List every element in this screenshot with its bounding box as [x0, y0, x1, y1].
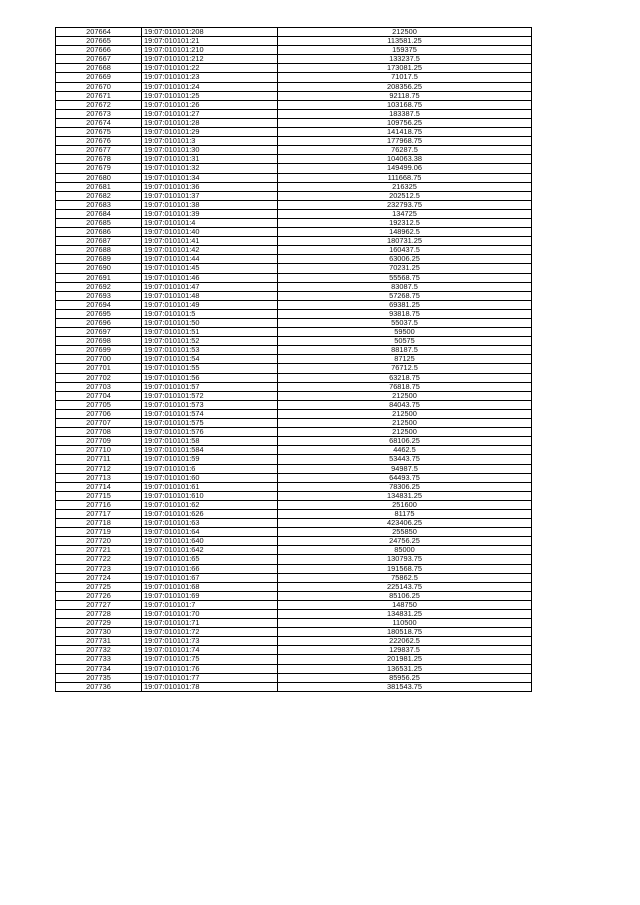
- table-row: [56, 237, 532, 246]
- amount-cell: 202512.5: [278, 191, 532, 200]
- table-row: [56, 73, 532, 82]
- row-id-cell: 207696: [56, 319, 142, 328]
- row-id-cell: 207670: [56, 82, 142, 91]
- amount-cell: 64493.75: [278, 473, 532, 482]
- row-id-cell: 207672: [56, 100, 142, 109]
- row-id-cell: 207736: [56, 682, 142, 691]
- amount-cell: 63218.75: [278, 373, 532, 382]
- cadastral-number-cell: 19:07:010101:75: [142, 655, 278, 664]
- cadastral-number-cell: 19:07:010101:30: [142, 146, 278, 155]
- row-id-cell: 207717: [56, 509, 142, 518]
- row-id-cell: 207697: [56, 328, 142, 337]
- table-row: [56, 610, 532, 619]
- amount-cell: 212500: [278, 409, 532, 418]
- table-row: [56, 419, 532, 428]
- cadastral-number-cell: 19:07:010101:71: [142, 619, 278, 628]
- row-id-cell: 207676: [56, 137, 142, 146]
- cadastral-number-cell: 19:07:010101:67: [142, 573, 278, 582]
- cadastral-number-cell: 19:07:010101:584: [142, 446, 278, 455]
- table-row: [56, 464, 532, 473]
- cadastral-number-cell: 19:07:010101:642: [142, 546, 278, 555]
- amount-cell: 180731.25: [278, 237, 532, 246]
- amount-cell: 110500: [278, 619, 532, 628]
- cadastral-number-cell: 19:07:010101:68: [142, 582, 278, 591]
- amount-cell: 53443.75: [278, 455, 532, 464]
- amount-cell: 191568.75: [278, 564, 532, 573]
- row-id-cell: 207671: [56, 91, 142, 100]
- amount-cell: 201981.25: [278, 655, 532, 664]
- cadastral-number-cell: 19:07:010101:24: [142, 82, 278, 91]
- cadastral-number-cell: 19:07:010101:39: [142, 209, 278, 218]
- cadastral-number-cell: 19:07:010101:28: [142, 118, 278, 127]
- row-id-cell: 207691: [56, 273, 142, 282]
- cadastral-number-cell: 19:07:010101:70: [142, 610, 278, 619]
- table-row: [56, 28, 532, 37]
- table-row: [56, 82, 532, 91]
- amount-cell: 83087.5: [278, 282, 532, 291]
- cadastral-number-cell: 19:07:010101:58: [142, 437, 278, 446]
- amount-cell: 159375: [278, 46, 532, 55]
- cadastral-number-cell: 19:07:010101:65: [142, 555, 278, 564]
- table-body: [56, 28, 532, 692]
- cadastral-number-cell: 19:07:010101:574: [142, 409, 278, 418]
- table-row: [56, 682, 532, 691]
- cadastral-number-cell: 19:07:010101:31: [142, 155, 278, 164]
- amount-cell: 134831.25: [278, 491, 532, 500]
- table-row: [56, 437, 532, 446]
- table-row: [56, 519, 532, 528]
- cadastral-number-cell: 19:07:010101:64: [142, 528, 278, 537]
- row-id-cell: 207664: [56, 28, 142, 37]
- cadastral-number-cell: 19:07:010101:26: [142, 100, 278, 109]
- amount-cell: 75862.5: [278, 573, 532, 582]
- amount-cell: 136531.25: [278, 664, 532, 673]
- row-id-cell: 207689: [56, 255, 142, 264]
- table-row: [56, 182, 532, 191]
- row-id-cell: 207721: [56, 546, 142, 555]
- amount-cell: 69381.25: [278, 300, 532, 309]
- cadastral-number-cell: 19:07:010101:21: [142, 37, 278, 46]
- cadastral-number-cell: 19:07:010101:41: [142, 237, 278, 246]
- row-id-cell: 207704: [56, 391, 142, 400]
- table-row: [56, 255, 532, 264]
- table-row: [56, 455, 532, 464]
- cadastral-number-cell: 19:07:010101:62: [142, 500, 278, 509]
- row-id-cell: 207695: [56, 309, 142, 318]
- cadastral-number-cell: 19:07:010101:74: [142, 646, 278, 655]
- row-id-cell: 207718: [56, 519, 142, 528]
- cadastral-number-cell: 19:07:010101:210: [142, 46, 278, 55]
- cadastral-number-cell: 19:07:010101:40: [142, 228, 278, 237]
- cadastral-number-cell: 19:07:010101:61: [142, 482, 278, 491]
- row-id-cell: 207722: [56, 555, 142, 564]
- table-row: [56, 273, 532, 282]
- cadastral-number-cell: 19:07:010101:208: [142, 28, 278, 37]
- amount-cell: 103168.75: [278, 100, 532, 109]
- cadastral-number-cell: 19:07:010101:57: [142, 382, 278, 391]
- cadastral-number-cell: 19:07:010101:572: [142, 391, 278, 400]
- cadastral-number-cell: 19:07:010101:23: [142, 73, 278, 82]
- table-row: [56, 109, 532, 118]
- amount-cell: 87125: [278, 355, 532, 364]
- cadastral-number-cell: 19:07:010101:212: [142, 55, 278, 64]
- amount-cell: 148962.5: [278, 228, 532, 237]
- cadastral-number-cell: 19:07:010101:53: [142, 346, 278, 355]
- row-id-cell: 207709: [56, 437, 142, 446]
- amount-cell: 129837.5: [278, 646, 532, 655]
- cadastral-number-cell: 19:07:010101:25: [142, 91, 278, 100]
- cadastral-number-cell: 19:07:010101:76: [142, 664, 278, 673]
- cadastral-number-cell: 19:07:010101:73: [142, 637, 278, 646]
- amount-cell: 225143.75: [278, 582, 532, 591]
- cadastral-number-cell: 19:07:010101:69: [142, 591, 278, 600]
- cadastral-number-cell: 19:07:010101:27: [142, 109, 278, 118]
- cadastral-number-cell: 19:07:010101:59: [142, 455, 278, 464]
- amount-cell: 423406.25: [278, 519, 532, 528]
- cadastral-number-cell: 19:07:010101:45: [142, 264, 278, 273]
- table-row: [56, 300, 532, 309]
- cadastral-number-cell: 19:07:010101:34: [142, 173, 278, 182]
- table-row: [56, 46, 532, 55]
- data-table: [55, 27, 532, 692]
- cadastral-number-cell: 19:07:010101:77: [142, 673, 278, 682]
- table-row: [56, 228, 532, 237]
- amount-cell: 212500: [278, 419, 532, 428]
- row-id-cell: 207707: [56, 419, 142, 428]
- amount-cell: 70231.25: [278, 264, 532, 273]
- cadastral-number-cell: 19:07:010101:576: [142, 428, 278, 437]
- row-id-cell: 207680: [56, 173, 142, 182]
- amount-cell: 81175: [278, 509, 532, 518]
- table-row: [56, 128, 532, 137]
- row-id-cell: 207713: [56, 473, 142, 482]
- amount-cell: 183387.5: [278, 109, 532, 118]
- table-row: [56, 537, 532, 546]
- amount-cell: 141418.75: [278, 128, 532, 137]
- table-row: [56, 673, 532, 682]
- cadastral-number-cell: 19:07:010101:4: [142, 218, 278, 227]
- table-row: [56, 191, 532, 200]
- row-id-cell: 207681: [56, 182, 142, 191]
- cadastral-number-cell: 19:07:010101:626: [142, 509, 278, 518]
- row-id-cell: 207714: [56, 482, 142, 491]
- row-id-cell: 207729: [56, 619, 142, 628]
- row-id-cell: 207723: [56, 564, 142, 573]
- cadastral-number-cell: 19:07:010101:48: [142, 291, 278, 300]
- table-row: [56, 173, 532, 182]
- table-row: [56, 428, 532, 437]
- table-row: [56, 155, 532, 164]
- table-row: [56, 637, 532, 646]
- table-row: [56, 600, 532, 609]
- row-id-cell: 207701: [56, 364, 142, 373]
- row-id-cell: 207694: [56, 300, 142, 309]
- amount-cell: 149499.06: [278, 164, 532, 173]
- table-row: [56, 373, 532, 382]
- amount-cell: 216325: [278, 182, 532, 191]
- table-row: [56, 546, 532, 555]
- table-row: [56, 655, 532, 664]
- table-row: [56, 264, 532, 273]
- row-id-cell: 207693: [56, 291, 142, 300]
- table-row: [56, 164, 532, 173]
- cadastral-number-cell: 19:07:010101:66: [142, 564, 278, 573]
- table-row: [56, 446, 532, 455]
- table-row: [56, 491, 532, 500]
- table-row: [56, 591, 532, 600]
- cadastral-number-cell: 19:07:010101:640: [142, 537, 278, 546]
- table-row: [56, 64, 532, 73]
- amount-cell: 63006.25: [278, 255, 532, 264]
- amount-cell: 68106.25: [278, 437, 532, 446]
- row-id-cell: 207730: [56, 628, 142, 637]
- row-id-cell: 207727: [56, 600, 142, 609]
- row-id-cell: 207667: [56, 55, 142, 64]
- row-id-cell: 207702: [56, 373, 142, 382]
- amount-cell: 76712.5: [278, 364, 532, 373]
- row-id-cell: 207712: [56, 464, 142, 473]
- table-row: [56, 509, 532, 518]
- cadastral-number-cell: 19:07:010101:5: [142, 309, 278, 318]
- row-id-cell: 207726: [56, 591, 142, 600]
- table-row: [56, 137, 532, 146]
- amount-cell: 251600: [278, 500, 532, 509]
- table-row: [56, 573, 532, 582]
- row-id-cell: 207724: [56, 573, 142, 582]
- cadastral-number-cell: 19:07:010101:52: [142, 337, 278, 346]
- table-row: [56, 409, 532, 418]
- cadastral-number-cell: 19:07:010101:56: [142, 373, 278, 382]
- row-id-cell: 207679: [56, 164, 142, 173]
- cadastral-number-cell: 19:07:010101:78: [142, 682, 278, 691]
- row-id-cell: 207731: [56, 637, 142, 646]
- table-row: [56, 246, 532, 255]
- amount-cell: 24756.25: [278, 537, 532, 546]
- amount-cell: 85956.25: [278, 673, 532, 682]
- cadastral-number-cell: 19:07:010101:36: [142, 182, 278, 191]
- table-row: [56, 55, 532, 64]
- row-id-cell: 207687: [56, 237, 142, 246]
- amount-cell: 255850: [278, 528, 532, 537]
- row-id-cell: 207705: [56, 400, 142, 409]
- amount-cell: 177968.75: [278, 137, 532, 146]
- row-id-cell: 207699: [56, 346, 142, 355]
- row-id-cell: 207732: [56, 646, 142, 655]
- row-id-cell: 207683: [56, 200, 142, 209]
- cadastral-number-cell: 19:07:010101:49: [142, 300, 278, 309]
- cadastral-number-cell: 19:07:010101:63: [142, 519, 278, 528]
- amount-cell: 173081.25: [278, 64, 532, 73]
- cadastral-number-cell: 19:07:010101:51: [142, 328, 278, 337]
- row-id-cell: 207673: [56, 109, 142, 118]
- row-id-cell: 207725: [56, 582, 142, 591]
- row-id-cell: 207690: [56, 264, 142, 273]
- row-id-cell: 207700: [56, 355, 142, 364]
- row-id-cell: 207669: [56, 73, 142, 82]
- amount-cell: 134725: [278, 209, 532, 218]
- cadastral-number-cell: 19:07:010101:610: [142, 491, 278, 500]
- row-id-cell: 207685: [56, 218, 142, 227]
- table-row: [56, 218, 532, 227]
- table-row: [56, 282, 532, 291]
- amount-cell: 381543.75: [278, 682, 532, 691]
- table-row: [56, 555, 532, 564]
- amount-cell: 94987.5: [278, 464, 532, 473]
- row-id-cell: 207666: [56, 46, 142, 55]
- cadastral-number-cell: 19:07:010101:60: [142, 473, 278, 482]
- table-row: [56, 346, 532, 355]
- cadastral-number-cell: 19:07:010101:44: [142, 255, 278, 264]
- table-row: [56, 37, 532, 46]
- cadastral-number-cell: 19:07:010101:6: [142, 464, 278, 473]
- amount-cell: 212500: [278, 391, 532, 400]
- amount-cell: 104063.38: [278, 155, 532, 164]
- table-row: [56, 582, 532, 591]
- amount-cell: 76818.75: [278, 382, 532, 391]
- row-id-cell: 207665: [56, 37, 142, 46]
- amount-cell: 160437.5: [278, 246, 532, 255]
- table-row: [56, 528, 532, 537]
- cadastral-number-cell: 19:07:010101:22: [142, 64, 278, 73]
- amount-cell: 134831.25: [278, 610, 532, 619]
- amount-cell: 55037.5: [278, 319, 532, 328]
- row-id-cell: 207706: [56, 409, 142, 418]
- amount-cell: 133237.5: [278, 55, 532, 64]
- table-row: [56, 200, 532, 209]
- table-row: [56, 473, 532, 482]
- amount-cell: 212500: [278, 428, 532, 437]
- amount-cell: 92118.75: [278, 91, 532, 100]
- cadastral-number-cell: 19:07:010101:575: [142, 419, 278, 428]
- amount-cell: 93818.75: [278, 309, 532, 318]
- cadastral-number-cell: 19:07:010101:38: [142, 200, 278, 209]
- row-id-cell: 207678: [56, 155, 142, 164]
- amount-cell: 111668.75: [278, 173, 532, 182]
- row-id-cell: 207692: [56, 282, 142, 291]
- row-id-cell: 207703: [56, 382, 142, 391]
- amount-cell: 57268.75: [278, 291, 532, 300]
- cadastral-number-cell: 19:07:010101:37: [142, 191, 278, 200]
- amount-cell: 232793.75: [278, 200, 532, 209]
- cadastral-number-cell: 19:07:010101:42: [142, 246, 278, 255]
- row-id-cell: 207675: [56, 128, 142, 137]
- amount-cell: 78306.25: [278, 482, 532, 491]
- row-id-cell: 207698: [56, 337, 142, 346]
- amount-cell: 88187.5: [278, 346, 532, 355]
- row-id-cell: 207734: [56, 664, 142, 673]
- table-row: [56, 364, 532, 373]
- amount-cell: 113581.25: [278, 37, 532, 46]
- row-id-cell: 207686: [56, 228, 142, 237]
- row-id-cell: 207684: [56, 209, 142, 218]
- amount-cell: 4462.5: [278, 446, 532, 455]
- table-row: [56, 146, 532, 155]
- amount-cell: 55568.75: [278, 273, 532, 282]
- table-row: [56, 500, 532, 509]
- table-row: [56, 100, 532, 109]
- row-id-cell: 207720: [56, 537, 142, 546]
- row-id-cell: 207668: [56, 64, 142, 73]
- table-row: [56, 337, 532, 346]
- amount-cell: 208356.25: [278, 82, 532, 91]
- row-id-cell: 207674: [56, 118, 142, 127]
- cadastral-number-cell: 19:07:010101:47: [142, 282, 278, 291]
- cadastral-number-cell: 19:07:010101:46: [142, 273, 278, 282]
- table-row: [56, 482, 532, 491]
- row-id-cell: 207682: [56, 191, 142, 200]
- table-row: [56, 118, 532, 127]
- row-id-cell: 207688: [56, 246, 142, 255]
- row-id-cell: 207728: [56, 610, 142, 619]
- table-row: [56, 400, 532, 409]
- table-row: [56, 646, 532, 655]
- amount-cell: 85106.25: [278, 591, 532, 600]
- table-row: [56, 628, 532, 637]
- row-id-cell: 207708: [56, 428, 142, 437]
- cadastral-number-cell: 19:07:010101:54: [142, 355, 278, 364]
- amount-cell: 109756.25: [278, 118, 532, 127]
- table-row: [56, 382, 532, 391]
- table-row: [56, 309, 532, 318]
- table-row: [56, 328, 532, 337]
- table-row: [56, 319, 532, 328]
- amount-cell: 76287.5: [278, 146, 532, 155]
- row-id-cell: 207735: [56, 673, 142, 682]
- row-id-cell: 207711: [56, 455, 142, 464]
- table-row: [56, 291, 532, 300]
- row-id-cell: 207719: [56, 528, 142, 537]
- cadastral-number-cell: 19:07:010101:55: [142, 364, 278, 373]
- amount-cell: 59500: [278, 328, 532, 337]
- table-row: [56, 391, 532, 400]
- amount-cell: 212500: [278, 28, 532, 37]
- table-row: [56, 564, 532, 573]
- amount-cell: 148750: [278, 600, 532, 609]
- row-id-cell: 207710: [56, 446, 142, 455]
- amount-cell: 84043.75: [278, 400, 532, 409]
- cadastral-number-cell: 19:07:010101:32: [142, 164, 278, 173]
- table-row: [56, 209, 532, 218]
- row-id-cell: 207715: [56, 491, 142, 500]
- amount-cell: 71017.5: [278, 73, 532, 82]
- cadastral-number-cell: 19:07:010101:3: [142, 137, 278, 146]
- amount-cell: 130793.75: [278, 555, 532, 564]
- cadastral-number-cell: 19:07:010101:50: [142, 319, 278, 328]
- cadastral-number-cell: 19:07:010101:29: [142, 128, 278, 137]
- amount-cell: 85000: [278, 546, 532, 555]
- row-id-cell: 207733: [56, 655, 142, 664]
- cadastral-number-cell: 19:07:010101:7: [142, 600, 278, 609]
- cadastral-number-cell: 19:07:010101:72: [142, 628, 278, 637]
- amount-cell: 50575: [278, 337, 532, 346]
- table-row: [56, 91, 532, 100]
- row-id-cell: 207716: [56, 500, 142, 509]
- table-row: [56, 619, 532, 628]
- table-row: [56, 355, 532, 364]
- row-id-cell: 207677: [56, 146, 142, 155]
- amount-cell: 192312.5: [278, 218, 532, 227]
- amount-cell: 222062.5: [278, 637, 532, 646]
- cadastral-number-cell: 19:07:010101:573: [142, 400, 278, 409]
- table-row: [56, 664, 532, 673]
- amount-cell: 180518.75: [278, 628, 532, 637]
